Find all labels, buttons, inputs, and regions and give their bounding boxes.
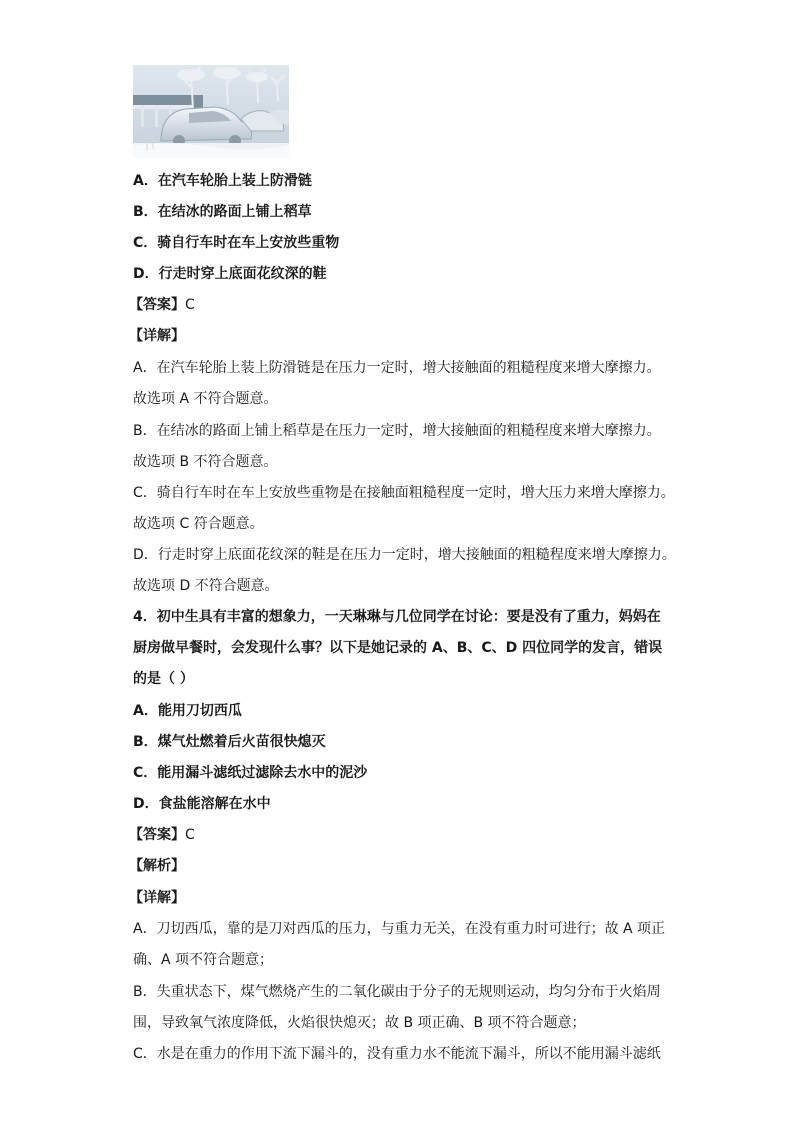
q4-detail-line: 围，导致氧气浓度降低，火焰很快熄灭；故 B 项正确、B 项不符合题意； xyxy=(133,1015,586,1031)
q3-answer-label: 【答案】 xyxy=(129,297,185,313)
q3-option-a: A．在汽车轮胎上装上防滑链 xyxy=(133,173,312,189)
q3-detail-line: 故选项 B 不符合题意。 xyxy=(133,454,278,470)
q4-detail-label: 【详解】 xyxy=(129,890,185,906)
q3-detail-line: 故选项 A 不符合题意。 xyxy=(133,391,278,407)
q3-detail-line: A．在汽车轮胎上装上防滑链是在压力一定时，增大接触面的粗糙程度来增大摩擦力。 xyxy=(133,360,661,376)
q4-stem-line: 4．初中生具有丰富的想象力，一天琳琳与几位同学在讨论：要是没有了重力，妈妈在 xyxy=(133,609,661,625)
frozen-car-illustration xyxy=(133,65,289,158)
q4-answer-label: 【答案】 xyxy=(129,827,185,843)
q4-option-c: C．能用漏斗滤纸过滤除去水中的泥沙 xyxy=(133,765,368,781)
q4-detail-line: 确、A 项不符合题意； xyxy=(133,952,274,968)
q4-stem-line: 的是（ ） xyxy=(133,671,194,687)
q4-detail-line: B．失重状态下，煤气燃烧产生的二氧化碳由于分子的无规则运动，均匀分布于火焰周 xyxy=(133,984,661,1000)
q3-detail-line: 故选项 C 符合题意。 xyxy=(133,516,264,532)
q4-detail-line: C．水是在重力的作用下流下漏斗的，没有重力水不能流下漏斗，所以不能用漏斗滤纸 xyxy=(133,1046,661,1062)
q3-option-c: C．骑自行车时在车上安放些重物 xyxy=(133,235,340,251)
q4-answer xyxy=(129,825,195,845)
frozen-car-photo xyxy=(133,65,289,158)
q3-option-d: D．行走时穿上底面花纹深的鞋 xyxy=(133,266,327,282)
q3-answer-value: C xyxy=(185,297,195,313)
q3-detail-line: D．行走时穿上底面花纹深的鞋是在压力一定时，增大接触面的粗糙程度来增大摩擦力。 xyxy=(133,547,676,563)
q4-answer-value: C xyxy=(185,827,195,843)
q4-detail-line: A．刀切西瓜，靠的是刀对西瓜的压力，与重力无关，在没有重力时可进行；故 A 项正 xyxy=(133,921,666,937)
q3-detail-line: C．骑自行车时在车上安放些重物是在接触面粗糙程度一定时，增大压力来增大摩擦力。 xyxy=(133,485,675,501)
q4-option-a: A．能用刀切西瓜 xyxy=(133,703,242,719)
q3-detail-line: B．在结冰的路面上铺上稻草是在压力一定时，增大接触面的粗糙程度来增大摩擦力。 xyxy=(133,423,661,439)
q3-detail-label: 【详解】 xyxy=(129,328,185,344)
q3-option-b: B．在结冰的路面上铺上稻草 xyxy=(133,204,312,220)
q3-answer xyxy=(129,295,195,315)
q4-stem-line: 厨房做早餐时，会发现什么事？以下是她记录的 A、B、C、D 四位同学的发言，错误 xyxy=(133,640,663,656)
q3-detail-line: 故选项 D 不符合题意。 xyxy=(133,578,279,594)
q4-analysis-label: 【解析】 xyxy=(129,858,185,874)
q4-option-b: B．煤气灶燃着后火苗很快熄灭 xyxy=(133,734,326,750)
q4-option-d: D．食盐能溶解在水中 xyxy=(133,796,271,812)
